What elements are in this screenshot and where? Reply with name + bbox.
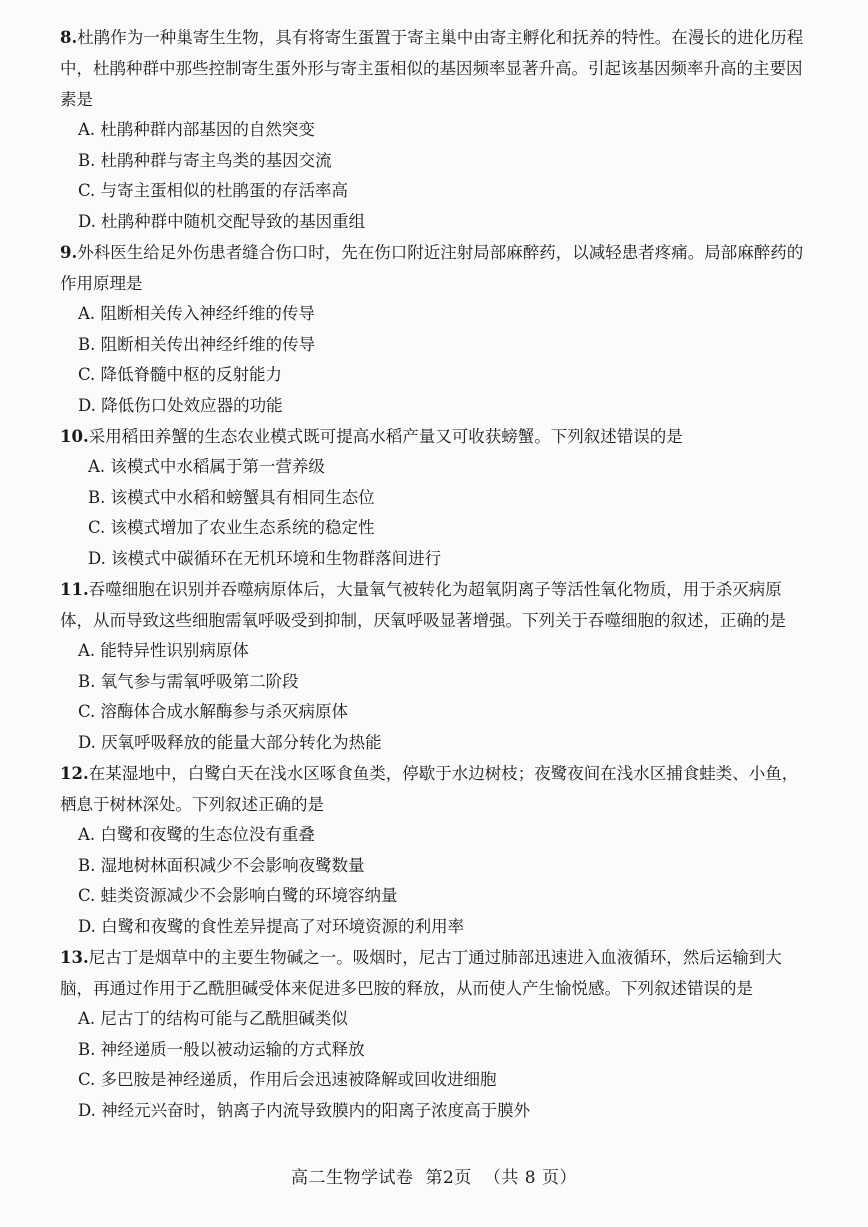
option-c: C. 该模式增加了农业生态系统的稳定性 — [88, 518, 375, 537]
question-8 — [60, 22, 808, 237]
option-b: B. 湿地树林面积减少不会影响夜鹭数量 — [78, 855, 365, 875]
option-c: C. 降低脊髓中枢的反射能力 — [78, 365, 283, 384]
page-footer — [0, 1163, 868, 1188]
option-d: D. 白鹭和夜鹭的食性差异提高了对环境资源的利用率 — [78, 916, 465, 936]
question-stem: 在某湿地中，白鹭白天在浅水区啄食鱼类，停歇于水边树枝；夜鹭夜间在浅水区捕食蛙类、小鱼，栖息于树林深处。下列叙述正确的是 — [60, 764, 799, 814]
option-d: D. 厌氧呼吸释放的能量大部分转化为热能 — [78, 732, 382, 752]
option-b: B. 阻断相关传出神经纤维的传导 — [78, 334, 316, 354]
question-stem: 外科医生给足外伤患者缝合伤口时，先在伤口附近注射局部麻醉药，以减轻患者疼痛。局部麻醉药的作用原理是 — [60, 243, 804, 293]
option-c: C. 蛙类资源减少不会影响白鹭的环境容纳量 — [78, 886, 398, 905]
question-13 — [60, 942, 808, 1126]
question-number: 12. — [60, 764, 89, 783]
question-stem: 杜鹃作为一种巢寄生生物，具有将寄生蛋置于寄主巢中由寄主孵化和抚养的特性。在漫长的进化历程中，杜鹃种群中那些控制寄生蛋外形与寄主蛋相似的基因频率显著升高。引起该基因频率升高的主要因素是 — [60, 28, 804, 109]
option-b: B. 杜鹃种群与寄主鸟类的基因交流 — [78, 150, 332, 170]
option-d: D. 杜鹃种群中随机交配导致的基因重组 — [78, 211, 366, 231]
question-10 — [60, 421, 808, 574]
option-a: A. 白鹭和夜鹭的生态位没有重叠 — [78, 825, 315, 844]
question-12 — [60, 758, 808, 942]
option-a: A. 阻断相关传入神经纤维的传导 — [78, 304, 315, 323]
question-number: 9. — [60, 243, 78, 262]
question-stem: 尼古丁是烟草中的主要生物碱之一。吸烟时，尼古丁通过肺部迅速进入血液循环，然后运输到大脑，再通过作用于乙酰胆碱受体来促进多巴胺的释放，从而使人产生愉悦感。下列叙述错误的是 — [60, 948, 782, 998]
question-number: 8. — [60, 28, 78, 47]
option-b: B. 氧气参与需氧呼吸第二阶段 — [78, 671, 299, 691]
option-d: D. 该模式中碳循环在无机环境和生物群落间进行 — [88, 548, 442, 568]
question-number: 13. — [60, 948, 89, 967]
option-c: C. 多巴胺是神经递质，作用后会迅速被降解或回收进细胞 — [78, 1070, 497, 1089]
option-a: A. 杜鹃种群内部基因的自然突变 — [78, 120, 315, 139]
question-11 — [60, 574, 808, 758]
question-number: 10. — [60, 427, 89, 446]
option-c: C. 与寄主蛋相似的杜鹃蛋的存活率高 — [78, 181, 349, 200]
option-b: B. 该模式中水稻和螃蟹具有相同生态位 — [88, 487, 375, 507]
option-d: D. 降低伤口处效应器的功能 — [78, 395, 283, 415]
option-b: B. 神经递质一般以被动运输的方式释放 — [78, 1039, 365, 1059]
exam-title: 高二生物学试卷 — [291, 1168, 414, 1188]
page-number: 第2页 — [425, 1168, 472, 1188]
page-total: （共 8 页） — [483, 1168, 577, 1188]
option-d: D. 神经元兴奋时，钠离子内流导致膜内的阳离子浓度高于膜外 — [78, 1100, 531, 1120]
option-a: A. 该模式中水稻属于第一营养级 — [88, 457, 325, 476]
question-number: 11. — [60, 580, 89, 599]
question-stem: 采用稻田养蟹的生态农业模式既可提高水稻产量又可收获螃蟹。下列叙述错误的是 — [88, 427, 683, 446]
option-a: A. 能特异性识别病原体 — [78, 641, 249, 660]
option-a: A. 尼古丁的结构可能与乙酰胆碱类似 — [78, 1009, 348, 1028]
option-c: C. 溶酶体合成水解酶参与杀灭病原体 — [78, 702, 349, 721]
question-stem: 吞噬细胞在识别并吞噬病原体后，大量氧气被转化为超氧阴离子等活性氧化物质，用于杀灭病原体，从而导致这些细胞需氧呼吸受到抑制，厌氧呼吸显著增强。下列关于吞噬细胞的叙述，正确的是 — [60, 580, 786, 630]
question-9 — [60, 237, 808, 421]
